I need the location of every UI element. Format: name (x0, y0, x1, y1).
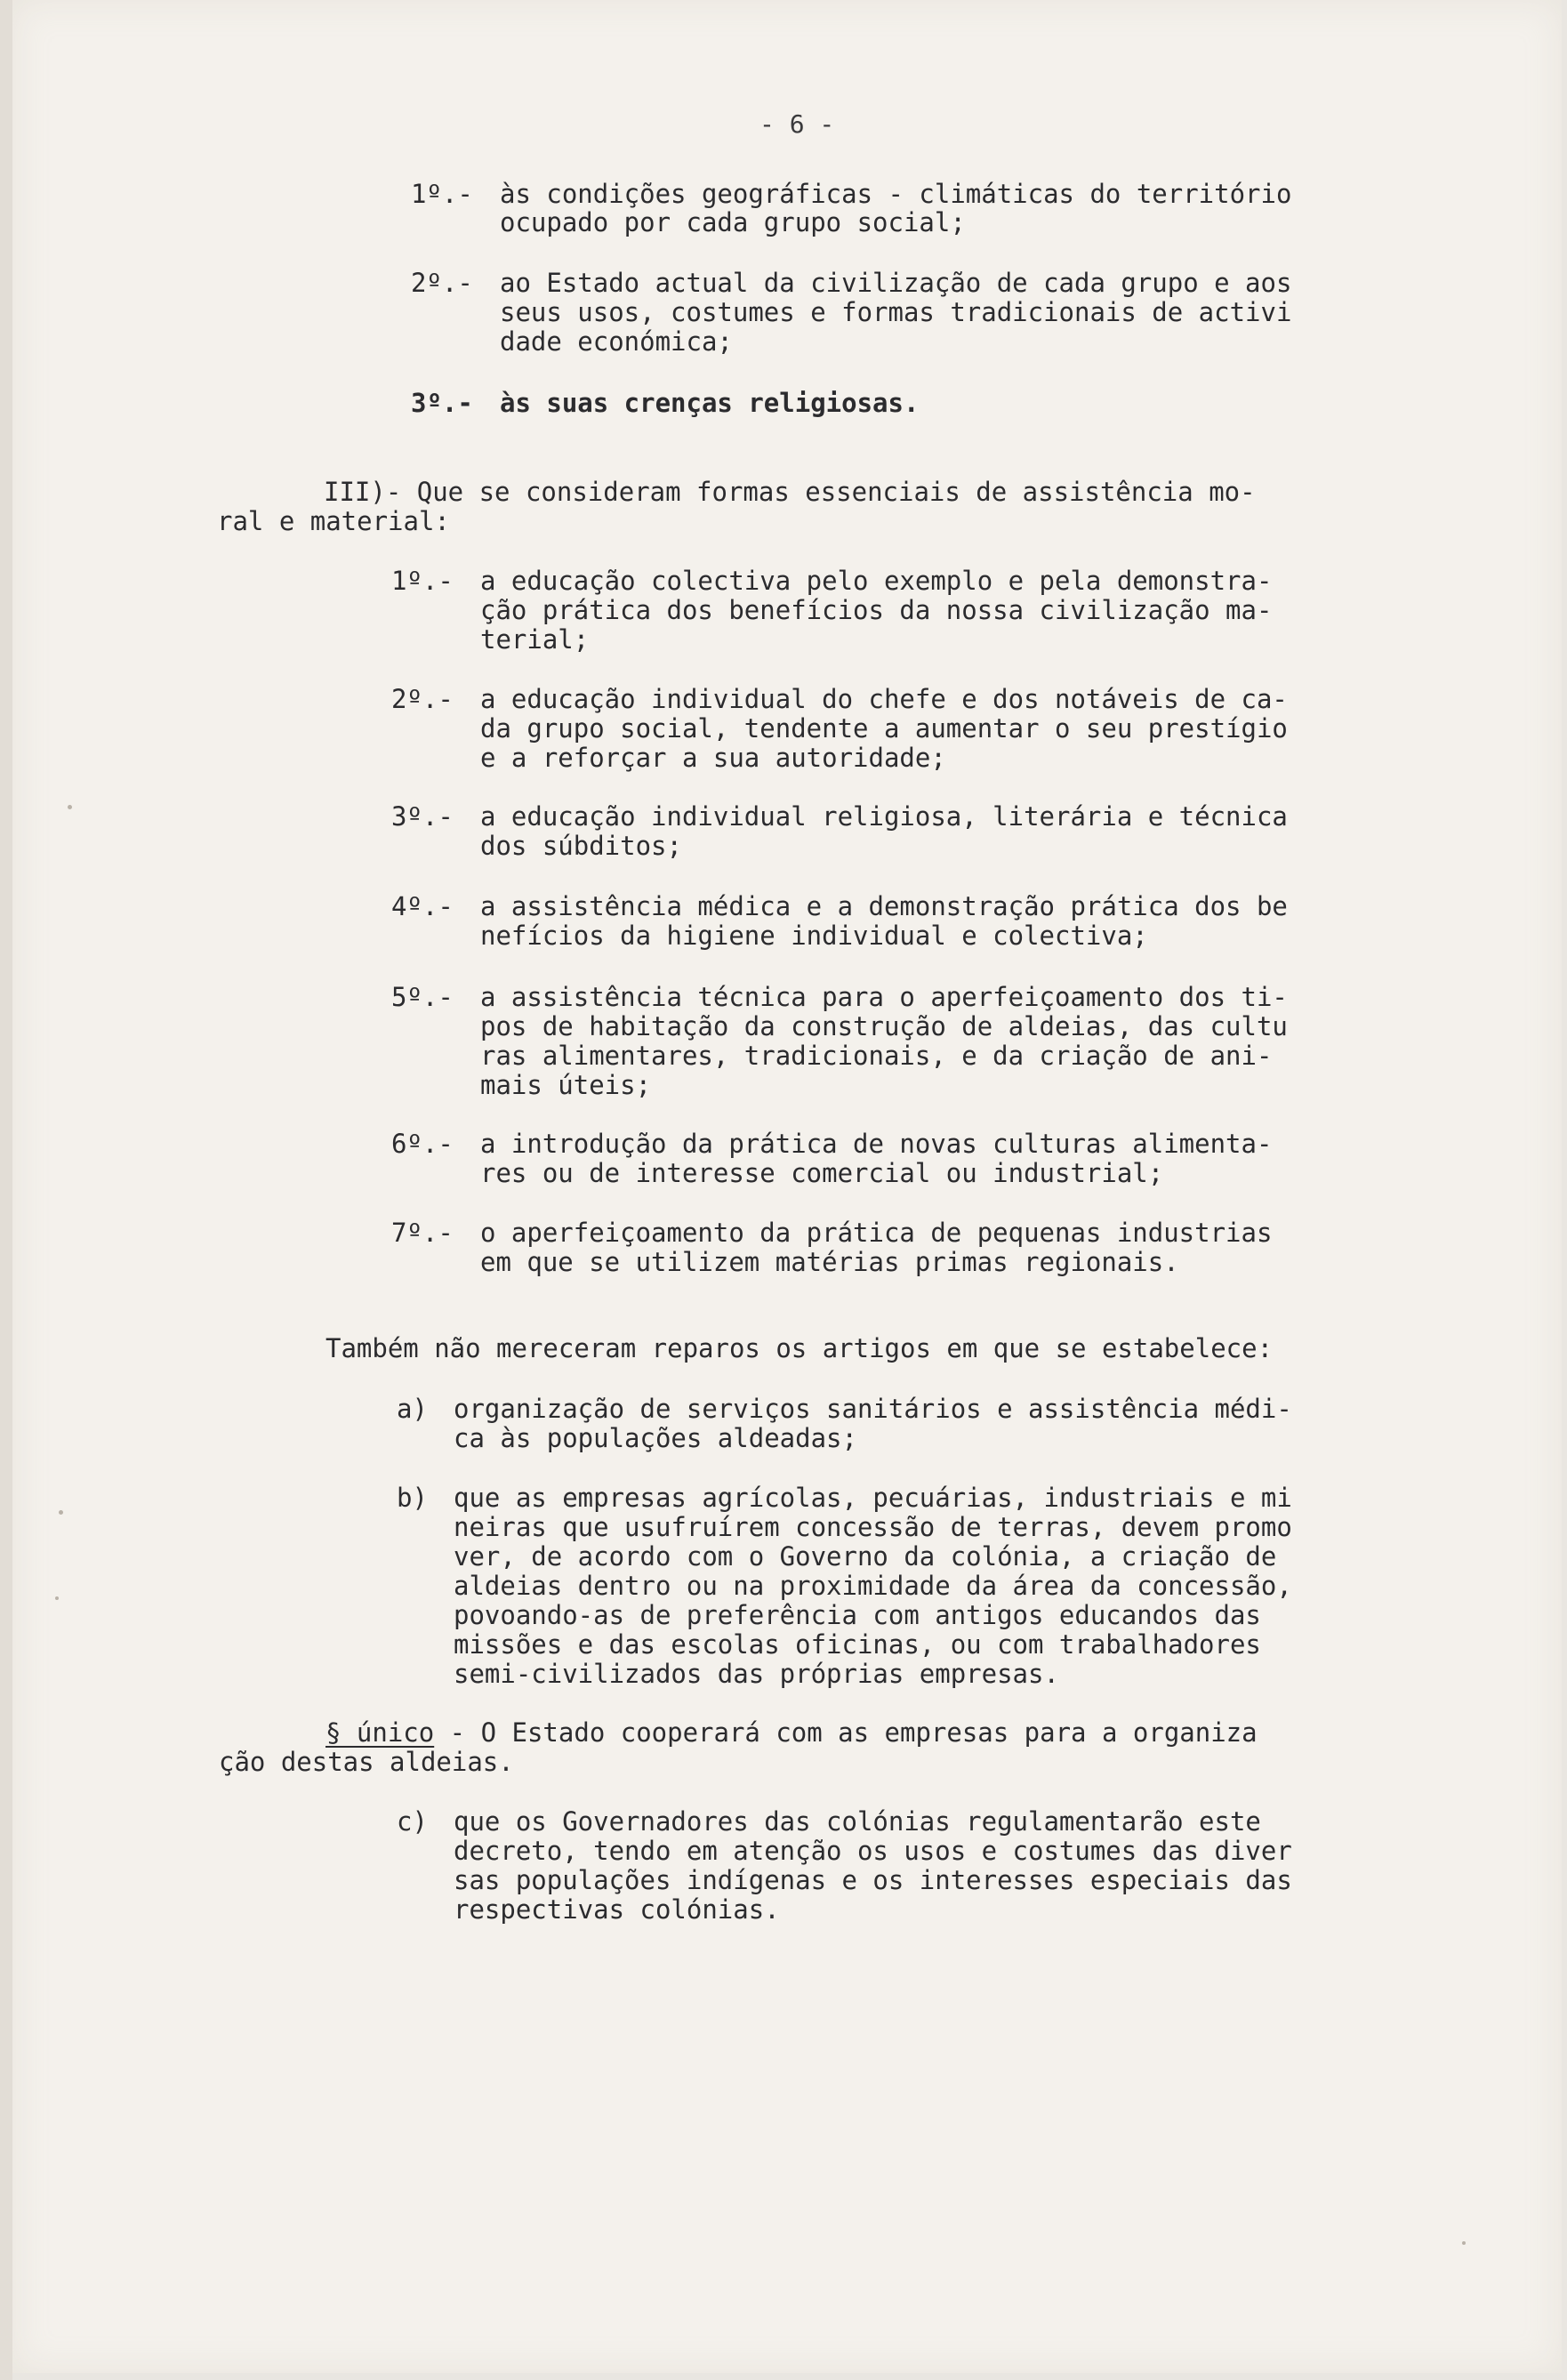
section-heading: III)- Que se consideram formas essenciais de assistência mo- (324, 477, 1256, 507)
item-text-line: seus usos, costumes e formas tradicionais de activi (500, 297, 1292, 327)
item-text-line: ção prática dos benefícios da nossa civilização ma- (480, 595, 1273, 625)
item-text-line: e a reforçar a sua autoridade; (480, 743, 946, 773)
article-text-line: aldeias dentro ou na proximidade da área da concessão, (454, 1571, 1292, 1601)
article-text-line: que as empresas agrícolas, pecuárias, industriais e mi (454, 1483, 1292, 1513)
paper-speck (59, 1510, 63, 1515)
item-number: 4º.- (391, 891, 454, 921)
item-text-line: res ou de interesse comercial ou industrial; (480, 1158, 1164, 1188)
article-text-line: semi-civilizados das próprias empresas. (454, 1659, 1059, 1689)
item-number: 5º.- (391, 982, 454, 1012)
item-number: 1º.- (391, 566, 454, 596)
paragraph-unico-continued: ção destas aldeias. (219, 1747, 514, 1777)
article-text-line: missões e das escolas oficinas, ou com trabalhadores (454, 1629, 1261, 1660)
item-text-line: dade económica; (500, 326, 733, 357)
item-text-line: mais úteis; (480, 1070, 652, 1100)
item-number: 7º.- (391, 1218, 454, 1248)
item-text-line: ocupado por cada grupo social; (500, 207, 966, 237)
item-number: 6º.- (391, 1129, 454, 1159)
item-text-line: às condições geográficas - climáticas do território (500, 179, 1292, 209)
item-text-line: a educação individual do chefe e dos notáveis de ca- (480, 684, 1288, 714)
article-letter: b) (397, 1483, 428, 1513)
item-text-line: nefícios da higiene individual e colectiva; (480, 921, 1148, 951)
article-text-line: ca às populações aldeadas; (454, 1423, 857, 1453)
item-text-line: pos de habitação da construção de aldeias, das cultu (480, 1011, 1288, 1041)
article-letter: c) (397, 1806, 428, 1837)
section-heading-continued: ral e material: (217, 506, 450, 536)
item-text-line: ras alimentares, tradicionais, e da criação de ani- (480, 1041, 1273, 1071)
item-number: 3º.- (391, 801, 454, 832)
article-text-line: sas populações indígenas e os interesses especiais das (454, 1865, 1292, 1895)
page-edge (0, 0, 12, 2380)
article-text-line: neiras que usufruírem concessão de terras, devem promo (454, 1512, 1292, 1542)
item-number: 3º.- (411, 388, 473, 418)
item-text-line: a introdução da prática de novas culturas alimenta- (480, 1129, 1273, 1159)
item-text-line: ao Estado actual da civilização de cada grupo e aos (500, 268, 1292, 298)
article-letter: a) (397, 1394, 428, 1424)
item-text-line: o aperfeiçoamento da prática de pequenas industrias (480, 1218, 1273, 1248)
item-number: 2º.- (391, 684, 454, 714)
item-text-line: a educação individual religiosa, literária e técnica (480, 801, 1288, 832)
document-page (12, 0, 1562, 2373)
paper-speck (1462, 2241, 1466, 2245)
article-text-line: decreto, tendo em atenção os usos e costumes das diver (454, 1836, 1292, 1866)
paper-speck (68, 805, 72, 809)
item-number: 1º.- (411, 179, 473, 209)
paragraph: Também não mereceram reparos os artigos em que se estabelece: (325, 1333, 1274, 1363)
item-text-line: a educação colectiva pelo exemplo e pela demonstra- (480, 566, 1273, 596)
item-number: 2º.- (411, 268, 473, 298)
paper-speck (55, 1596, 59, 1600)
unico-label: § único (325, 1717, 435, 1748)
unico-text: - O Estado cooperará com as empresas para a organiza (434, 1717, 1258, 1748)
article-text-line: ver, de acordo com o Governo da colónia, a criação de (454, 1541, 1277, 1572)
item-text-line: às suas crenças religiosas. (500, 388, 920, 418)
item-text-line: a assistência técnica para o aperfeiçoamento dos ti- (480, 982, 1288, 1012)
item-text-line: da grupo social, tendente a aumentar o seu prestígio (480, 713, 1288, 744)
article-text-line: organização de serviços sanitários e assistência médi- (454, 1394, 1292, 1424)
item-text-line: a assistência médica e a demonstração prática dos be (480, 891, 1288, 921)
item-text-line: em que se utilizem matérias primas regionais. (480, 1247, 1179, 1277)
item-text-line: terial; (480, 624, 590, 655)
article-text-line: respectivas colónias. (454, 1894, 780, 1925)
article-text-line: que os Governadores das colónias regulamentarão este (454, 1806, 1261, 1837)
item-text-line: dos súbditos; (480, 831, 682, 861)
article-text-line: povoando-as de preferência com antigos educandos das (454, 1600, 1261, 1630)
paragraph-unico (325, 1718, 1258, 1748)
page-number: - 6 - (759, 109, 835, 139)
